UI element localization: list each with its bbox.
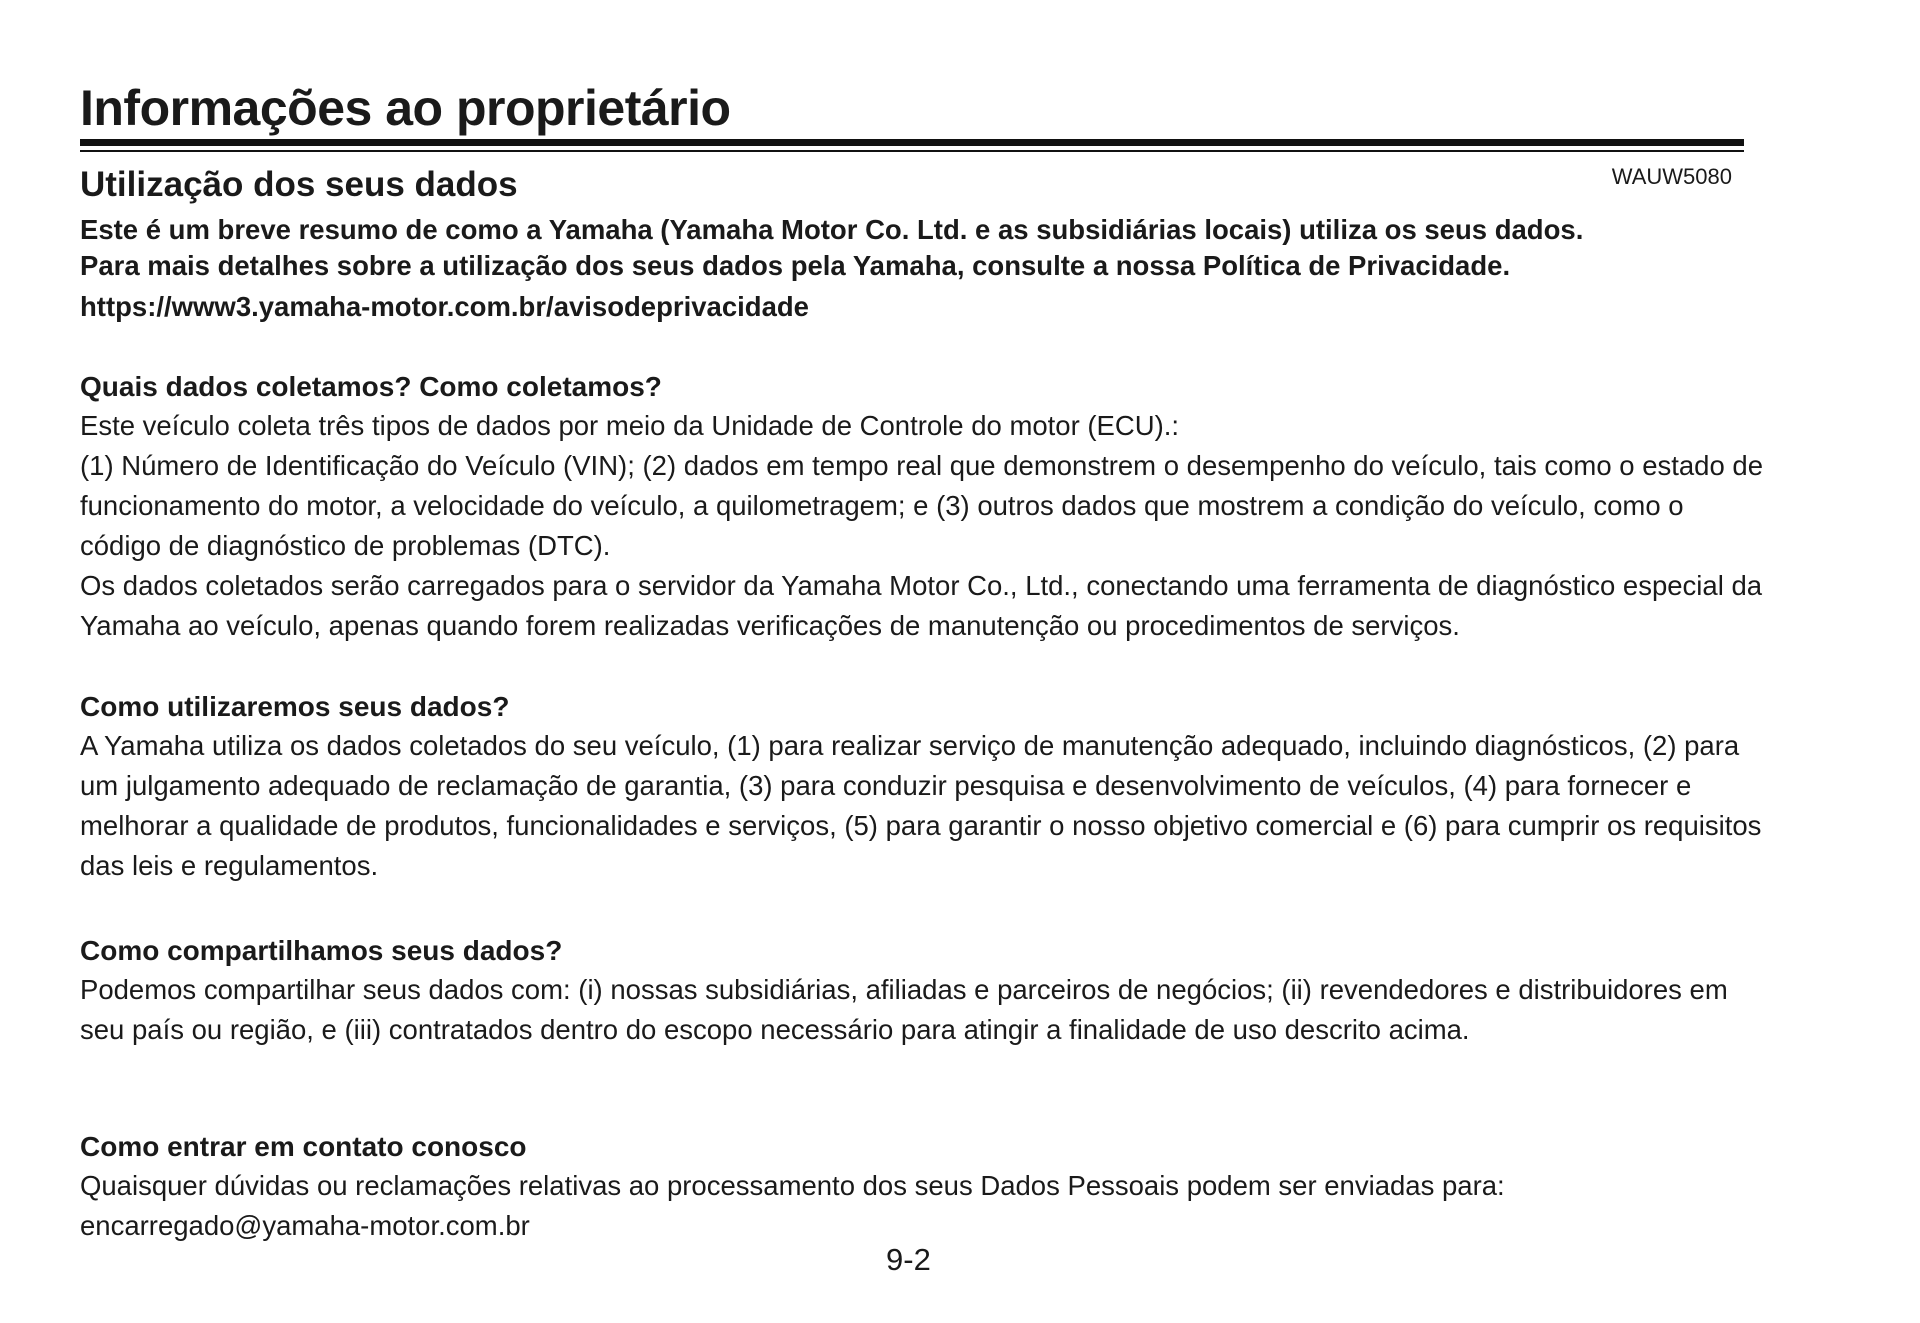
summary (80, 212, 1760, 325)
data-usage-paragraph: A Yamaha utiliza os dados coletados do seu veículo, (1) para realizar serviço de manutenção adequado, incluindo diagnósticos, (2) para um julgamento adequado de reclamação de garantia, (3) para conduzir pesquisa e desenvolvimento de veículos, (4) para fornecer e melhorar a qualidade de produtos, funcionalidades e serviços, (5) para garantir o nosso objetivo comercial e (6) para cumprir os requisitos das leis e regulamentos. (80, 730, 1762, 881)
data-sharing-section (80, 932, 1770, 1050)
data-collection-heading: Quais dados coletamos? Como coletamos? (80, 371, 662, 402)
document-code: WAUW5080 (1611, 164, 1732, 189)
contact-section (80, 1128, 1770, 1246)
page-title: Informações ao proprietário (80, 80, 731, 136)
data-collection-paragraph: Este veículo coleta três tipos de dados por meio da Unidade de Controle do motor (ECU).: (80, 410, 1180, 441)
data-usage-heading: Como utilizaremos seus dados? (80, 691, 510, 722)
data-collection-paragraph: (1) Número de Identificação do Veículo (VIN); (2) dados em tempo real que demonstrem o desempenho do veículo, tais como o estado de funcionamento do motor, a velocidade do veículo, a quilometragem; e (3) outros dados que mostrem a condição do veículo, como o código de diagnóstico de problemas (DTC). (80, 450, 1763, 561)
privacy-policy-url: https://www3.yamaha-motor.com.br/avisodeprivacidade (80, 291, 809, 322)
data-collection-paragraph: Os dados coletados serão carregados para o servidor da Yamaha Motor Co., Ltd., conectando uma ferramenta de diagnóstico especial da Yamaha ao veículo, apenas quando forem realizadas verificações de manutenção ou procedimentos de serviços. (80, 570, 1763, 641)
data-sharing-paragraph: Podemos compartilhar seus dados com: (i) nossas subsidiárias, afiliadas e parceiros de negócios; (ii) revendedores e distribuidores em seu país ou região, e (iii) contratados dentro do escopo necessário para atingir a finalidade de uso descrito acima. (80, 974, 1728, 1045)
page-number: 9-2 (886, 1242, 931, 1277)
data-usage-section (80, 688, 1770, 886)
data-sharing-heading: Como compartilhamos seus dados? (80, 935, 563, 966)
summary-line-1: Este é um breve resumo de como a Yamaha (Yamaha Motor Co. Ltd. e as subsidiárias locais) utiliza os seus dados. (80, 214, 1584, 245)
header-rule-thin (80, 150, 1744, 152)
contact-email: encarregado@yamaha-motor.com.br (80, 1210, 530, 1241)
contact-heading: Como entrar em contato conosco (80, 1131, 527, 1162)
data-collection-section (80, 368, 1770, 646)
summary-line-2: Para mais detalhes sobre a utilização dos seus dados pela Yamaha, consulte a nossa Política de Privacidade. (80, 250, 1511, 281)
header-rule-thick (80, 139, 1744, 146)
contact-paragraph: Quaisquer dúvidas ou reclamações relativas ao processamento dos seus Dados Pessoais podem ser enviadas para: (80, 1170, 1505, 1201)
section-title: Utilização dos seus dados (80, 165, 518, 204)
document-page (80, 0, 1763, 1323)
